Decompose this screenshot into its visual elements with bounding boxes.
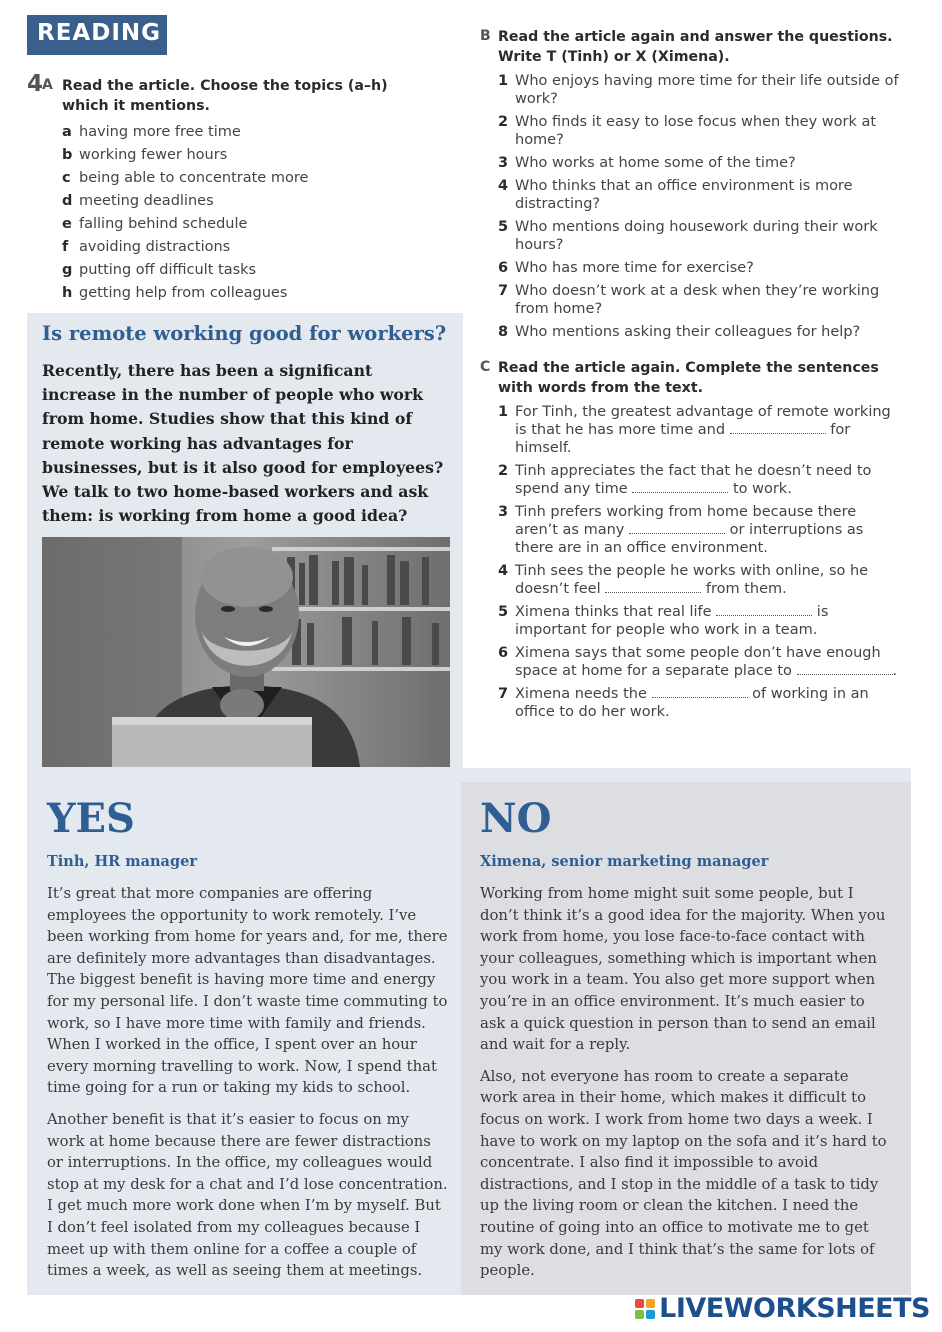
question-number: 3: [498, 155, 509, 171]
question-text: Who has more time for exercise?: [515, 260, 754, 276]
no-heading: NO: [480, 795, 552, 842]
sentence-number: 5: [498, 604, 509, 620]
sentence-item: [498, 403, 900, 457]
question-text: Who enjoys having more time for their life outside of work?: [515, 73, 899, 107]
sentence-start: For Tinh, the greatest advantage of remote working is that he has more time and: [515, 404, 891, 438]
sentence-start: Ximena needs the: [515, 686, 647, 702]
sentence-number: 2: [498, 463, 509, 479]
section-a-letter: A: [42, 77, 53, 93]
panel-top-strip: [461, 768, 911, 782]
no-paragraph-2: Also, not everyone has room to create a separate work area in their home, which makes it difficult to focus on work. I work from home two days a week. I have to work on my laptop on the sofa and it’s hard to concentrate. I also find it impossible to avoid distractions, and I stop in the middle of a task to tidy up the living room or clean the kitchen. I need the routine of going into an office to motivate me to get my work done, and I think that’s the same for lots of people.: [480, 1067, 887, 1280]
sentence-number: 1: [498, 404, 509, 420]
topic-item: [62, 213, 308, 236]
section-b-letter: B: [480, 28, 491, 44]
sentence-start: Tinh sees the people he works with online, so he doesn’t feel: [515, 563, 869, 597]
topic-item: [62, 144, 308, 167]
article-intro: Recently, there has been a significant increase in the number of people who work from home. Studies show that this kind of remote working has advantages for businesses, but is it also good for employees? We talk to two home-based workers and ask them: is working from home a good idea?: [42, 361, 444, 526]
topic-item: [62, 121, 308, 144]
sentence-item: [498, 603, 900, 639]
logo-block: [646, 1299, 655, 1308]
sentence-start: Tinh appreciates the fact that he doesn’t need to spend any time: [515, 463, 872, 497]
question-text: Who finds it easy to lose focus when they work at home?: [515, 114, 877, 148]
sentence-item: [498, 503, 900, 557]
sentence-start: Tinh prefers working from home because there aren’t as many: [515, 504, 857, 538]
question-item: [498, 218, 900, 254]
section-banner: READING: [27, 15, 167, 55]
section-a-instruction: Read the article. Choose the topics (a–h) which it mentions.: [62, 78, 388, 114]
question-item: [498, 259, 900, 277]
task-number: 4: [27, 71, 44, 97]
topic-text: being able to concentrate more: [79, 170, 309, 186]
no-paragraph-1: Working from home might suit some people, but I don’t think it’s a good idea for the majority. When you work from home, you lose face-to-face contact with your colleagues, something which is important when you work in a team. You also get more support when you’re in an office environment. It’s much easier to ask a quick question in person than to send an email and wait for a reply.: [480, 885, 886, 1054]
logo-text: LIVEWORKSHEETS: [659, 1293, 930, 1324]
section-c: [480, 358, 900, 726]
answer-blank[interactable]: [652, 686, 748, 698]
question-item: [498, 177, 900, 213]
sentence-number: 3: [498, 504, 509, 520]
topic-letter: e: [62, 216, 72, 232]
sentence-list: [480, 403, 900, 721]
question-text: Who doesn’t work at a desk when they’re working from home?: [515, 283, 880, 317]
topic-letter: b: [62, 147, 73, 163]
topic-letter: h: [62, 285, 73, 301]
answer-blank[interactable]: [716, 604, 812, 616]
sentence-end: to work.: [732, 481, 792, 497]
question-text: Who works at home some of the time?: [515, 155, 796, 171]
section-b-instruction: Read the article again and answer the questions. Write T (Tinh) or X (Ximena).: [498, 29, 893, 65]
liveworksheets-logo[interactable]: [635, 1293, 930, 1324]
topic-text: getting help from colleagues: [79, 285, 288, 301]
question-number: 6: [498, 260, 509, 276]
yes-paragraph-2: Another benefit is that it’s easier to focus on my work at home because there are fewer distractions or interruptions. In the office, my colleagues would stop at my desk for a chat and I’d lose concentration. I get much more work done when I’m by myself. But I don’t feel isolated from my colleagues because I meet up with them online for a coffee a couple of times a week, as well as seeing them at meetings.: [47, 1110, 448, 1280]
logo-block: [635, 1299, 644, 1308]
logo-blocks-icon: [635, 1299, 655, 1319]
photo-smiling-man-at-laptop: [42, 537, 450, 767]
answer-blank[interactable]: [797, 663, 893, 675]
question-text: Who mentions doing housework during their work hours?: [515, 219, 878, 253]
question-text: Who mentions asking their colleagues for help?: [515, 324, 861, 340]
photo-illustration: [42, 537, 450, 767]
section-b: [480, 27, 900, 346]
question-item: [498, 113, 900, 149]
answer-blank[interactable]: [730, 422, 826, 434]
topic-text: meeting deadlines: [79, 193, 214, 209]
sentence-end: .: [892, 663, 898, 679]
topic-item: [62, 167, 308, 190]
sentence-start: Ximena thinks that real life: [515, 604, 712, 620]
yes-heading: YES: [47, 795, 135, 842]
logo-block: [646, 1310, 655, 1319]
answer-blank[interactable]: [632, 481, 728, 493]
question-list: [480, 72, 900, 341]
sentence-end: from them.: [705, 581, 787, 597]
sentence-number: 4: [498, 563, 509, 579]
section-c-instruction: Read the article again. Complete the sentences with words from the text.: [498, 360, 879, 396]
no-byline: Ximena, senior marketing manager: [480, 853, 769, 870]
question-number: 7: [498, 283, 509, 299]
sentence-number: 6: [498, 645, 509, 661]
question-number: 2: [498, 114, 509, 130]
topic-letter: f: [62, 239, 69, 255]
topic-item: [62, 282, 308, 305]
sentence-end: of working in an office to do her work.: [515, 686, 869, 720]
question-item: [498, 72, 900, 108]
answer-blank[interactable]: [629, 522, 725, 534]
no-body: [480, 883, 890, 1292]
question-number: 8: [498, 324, 509, 340]
topic-item: [62, 259, 308, 282]
question-item: [498, 154, 900, 172]
topic-list: [62, 121, 308, 305]
section-c-letter: C: [480, 359, 491, 375]
topic-letter: c: [62, 170, 71, 186]
topic-item: [62, 236, 308, 259]
sentence-start: Ximena says that some people don’t have enough space at home for a separate place to: [515, 645, 881, 679]
topic-text: having more free time: [79, 124, 241, 140]
sentence-item: [498, 562, 900, 598]
topic-text: avoiding distractions: [79, 239, 231, 255]
yes-paragraph-1: It’s great that more companies are offering employees the opportunity to work remotely. I’ve been working from home for years and, for me, there are definitely more advantages than disadvantages. The biggest benefit is having more time and energy for my personal life. I don’t waste time commuting to work, so I have more time with family and friends. When I worked in the office, I spent over an hour every morning travelling to work. Now, I spend that time going for a run or taking my kids to school.: [47, 885, 448, 1097]
topic-text: working fewer hours: [79, 147, 228, 163]
topic-text: falling behind schedule: [79, 216, 248, 232]
sentence-end: or interruptions as there are in an office environment.: [515, 522, 864, 556]
topic-letter: g: [62, 262, 73, 278]
sentence-number: 7: [498, 686, 509, 702]
topic-item: [62, 190, 308, 213]
topic-letter: d: [62, 193, 73, 209]
question-item: [498, 282, 900, 318]
question-number: 5: [498, 219, 509, 235]
sentence-item: [498, 644, 900, 680]
article-title: Is remote working good for workers?: [42, 322, 447, 345]
sentence-end: is important for people who work in a team.: [515, 604, 829, 638]
question-text: Who thinks that an office environment is more distracting?: [515, 178, 853, 212]
topic-text: putting off difficult tasks: [79, 262, 257, 278]
yes-body: [47, 883, 451, 1292]
question-number: 1: [498, 73, 509, 89]
logo-block: [635, 1310, 644, 1319]
question-number: 4: [498, 178, 509, 194]
sentence-end: for himself.: [515, 422, 851, 456]
topic-letter: a: [62, 124, 72, 140]
question-item: [498, 323, 900, 341]
sentence-item: [498, 685, 900, 721]
section-a-instruction-block: [42, 76, 412, 116]
answer-blank[interactable]: [605, 581, 701, 593]
sentence-item: [498, 462, 900, 498]
yes-byline: Tinh, HR manager: [47, 853, 197, 870]
